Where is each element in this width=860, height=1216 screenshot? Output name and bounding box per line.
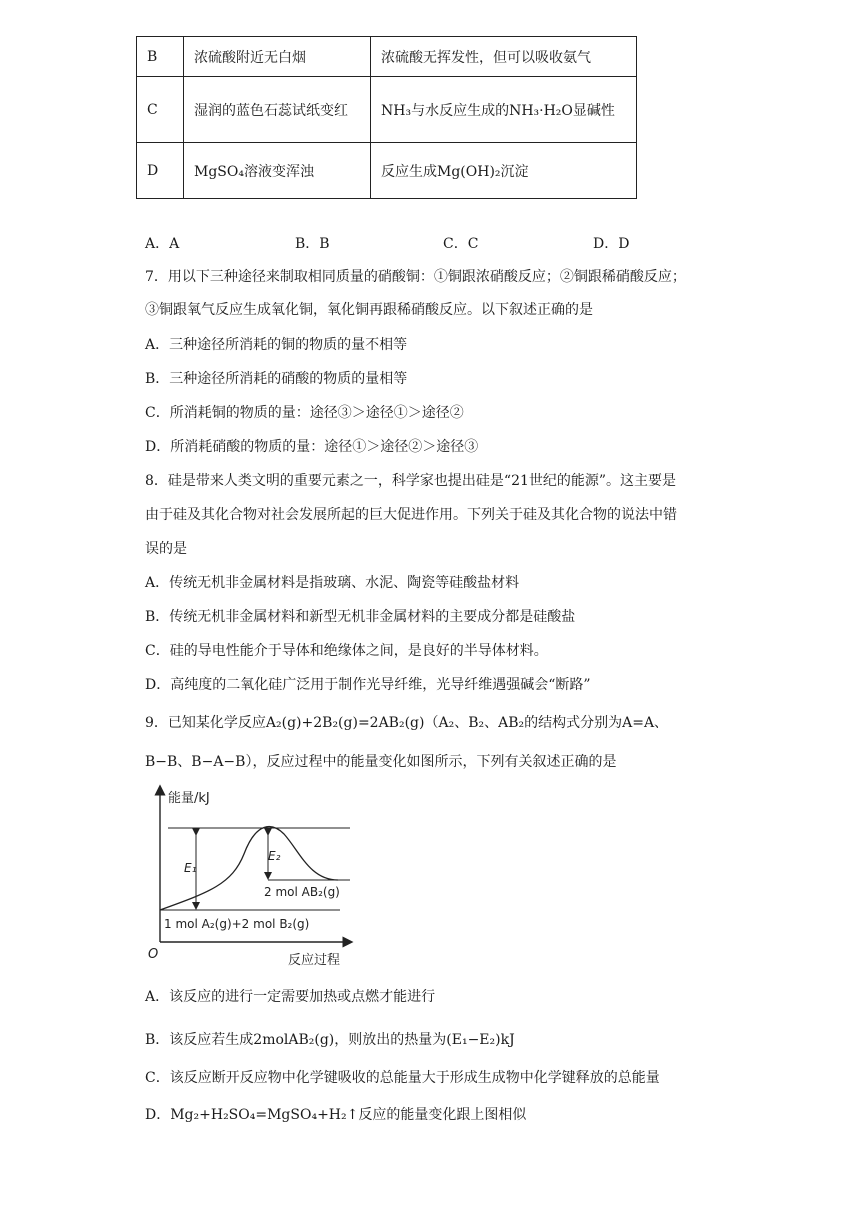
choice-a[interactable]: A．A	[145, 236, 180, 252]
q7-option-d[interactable]: D．所消耗硝酸的物质的量：途径①＞途径②＞途径③	[145, 439, 479, 455]
row-explanation: NH₃与水反应生成的NH₃·H₂O显碱性	[371, 77, 637, 143]
y-axis-label: 能量/kJ	[168, 791, 210, 806]
origin-label: O	[148, 947, 159, 962]
row-explanation: 浓硫酸无挥发性，但可以吸收氨气	[371, 37, 637, 77]
q9-option-a[interactable]: A．该反应的进行一定需要加热或点燃才能进行	[145, 989, 436, 1005]
e1-label: E₁	[184, 861, 197, 875]
q8-stem-line2: 由于硅及其化合物对社会发展所起的巨大促进作用。下列关于硅及其化合物的说法中错	[145, 507, 677, 523]
q7-option-c[interactable]: C．所消耗铜的物质的量：途径③＞途径①＞途径②	[145, 405, 464, 421]
q8-option-c[interactable]: C．硅的导电性能介于导体和绝缘体之间，是良好的半导体材料。	[145, 643, 548, 659]
q9-option-b[interactable]: B．该反应若生成2molAB₂(g)，则放出的热量为(E₁−E₂)kJ	[145, 1032, 515, 1048]
q8-stem-line1: 8．硅是带来人类文明的重要元素之一，科学家也提出硅是“21世纪的能源”。这主要是	[145, 473, 677, 489]
q9-stem-line1: 9．已知某化学反应A₂(g)+2B₂(g)=2AB₂(g)（A₂、B₂、AB₂的结构式分别为A=A、	[145, 715, 669, 731]
reactant-label: 1 mol A₂(g)+2 mol B₂(g)	[164, 917, 310, 931]
q7-stem-line2: ③铜跟氧气反应生成氧化铜，氧化铜再跟稀硝酸反应。以下叙述正确的是	[145, 302, 593, 318]
q8-option-b[interactable]: B．传统无机非金属材料和新型无机非金属材料的主要成分都是硅酸盐	[145, 609, 576, 625]
energy-diagram	[140, 782, 360, 972]
q8-option-a[interactable]: A．传统无机非金属材料是指玻璃、水泥、陶瓷等硅酸盐材料	[145, 575, 520, 591]
row-label: B	[137, 37, 184, 77]
q6-options-table	[136, 36, 637, 199]
row-label: C	[137, 77, 184, 143]
q9-option-d[interactable]: D．Mg₂+H₂SO₄=MgSO₄+H₂↑反应的能量变化跟上图相似	[145, 1107, 527, 1123]
table-row	[137, 77, 637, 143]
q9-option-c[interactable]: C．该反应断开反应物中化学键吸收的总能量大于形成生成物中化学键释放的总能量	[145, 1070, 660, 1086]
choice-c[interactable]: C．C	[443, 236, 479, 252]
row-phenomenon: 浓硫酸附近无白烟	[184, 37, 371, 77]
q8-option-d[interactable]: D．高纯度的二氧化硅广泛用于制作光导纤维，光导纤维遇强碱会“断路”	[145, 677, 591, 693]
q7-stem-line1: 7．用以下三种途径来制取相同质量的硝酸铜：①铜跟浓硝酸反应；②铜跟稀硝酸反应；	[145, 269, 686, 285]
choice-d[interactable]: D．D	[593, 236, 630, 252]
q6-choices	[145, 233, 645, 253]
row-label: D	[137, 143, 184, 199]
choice-b[interactable]: B．B	[295, 236, 330, 252]
q9-stem-line2: B−B、B−A−B），反应过程中的能量变化如图所示，下列有关叙述正确的是	[145, 754, 617, 770]
q7-option-a[interactable]: A．三种途径所消耗的铜的物质的量不相等	[145, 337, 408, 353]
row-explanation: 反应生成Mg(OH)₂沉淀	[371, 143, 637, 199]
q8-stem-line3: 误的是	[145, 541, 187, 557]
q7-option-b[interactable]: B．三种途径所消耗的硝酸的物质的量相等	[145, 371, 408, 387]
x-axis-label: 反应过程	[288, 953, 341, 968]
e2-label: E₂	[268, 849, 281, 863]
product-label: 2 mol AB₂(g)	[264, 885, 340, 899]
table-row	[137, 143, 637, 199]
row-phenomenon: MgSO₄溶液变浑浊	[184, 143, 371, 199]
table-row	[137, 37, 637, 77]
row-phenomenon: 湿润的蓝色石蕊试纸变红	[184, 77, 371, 143]
